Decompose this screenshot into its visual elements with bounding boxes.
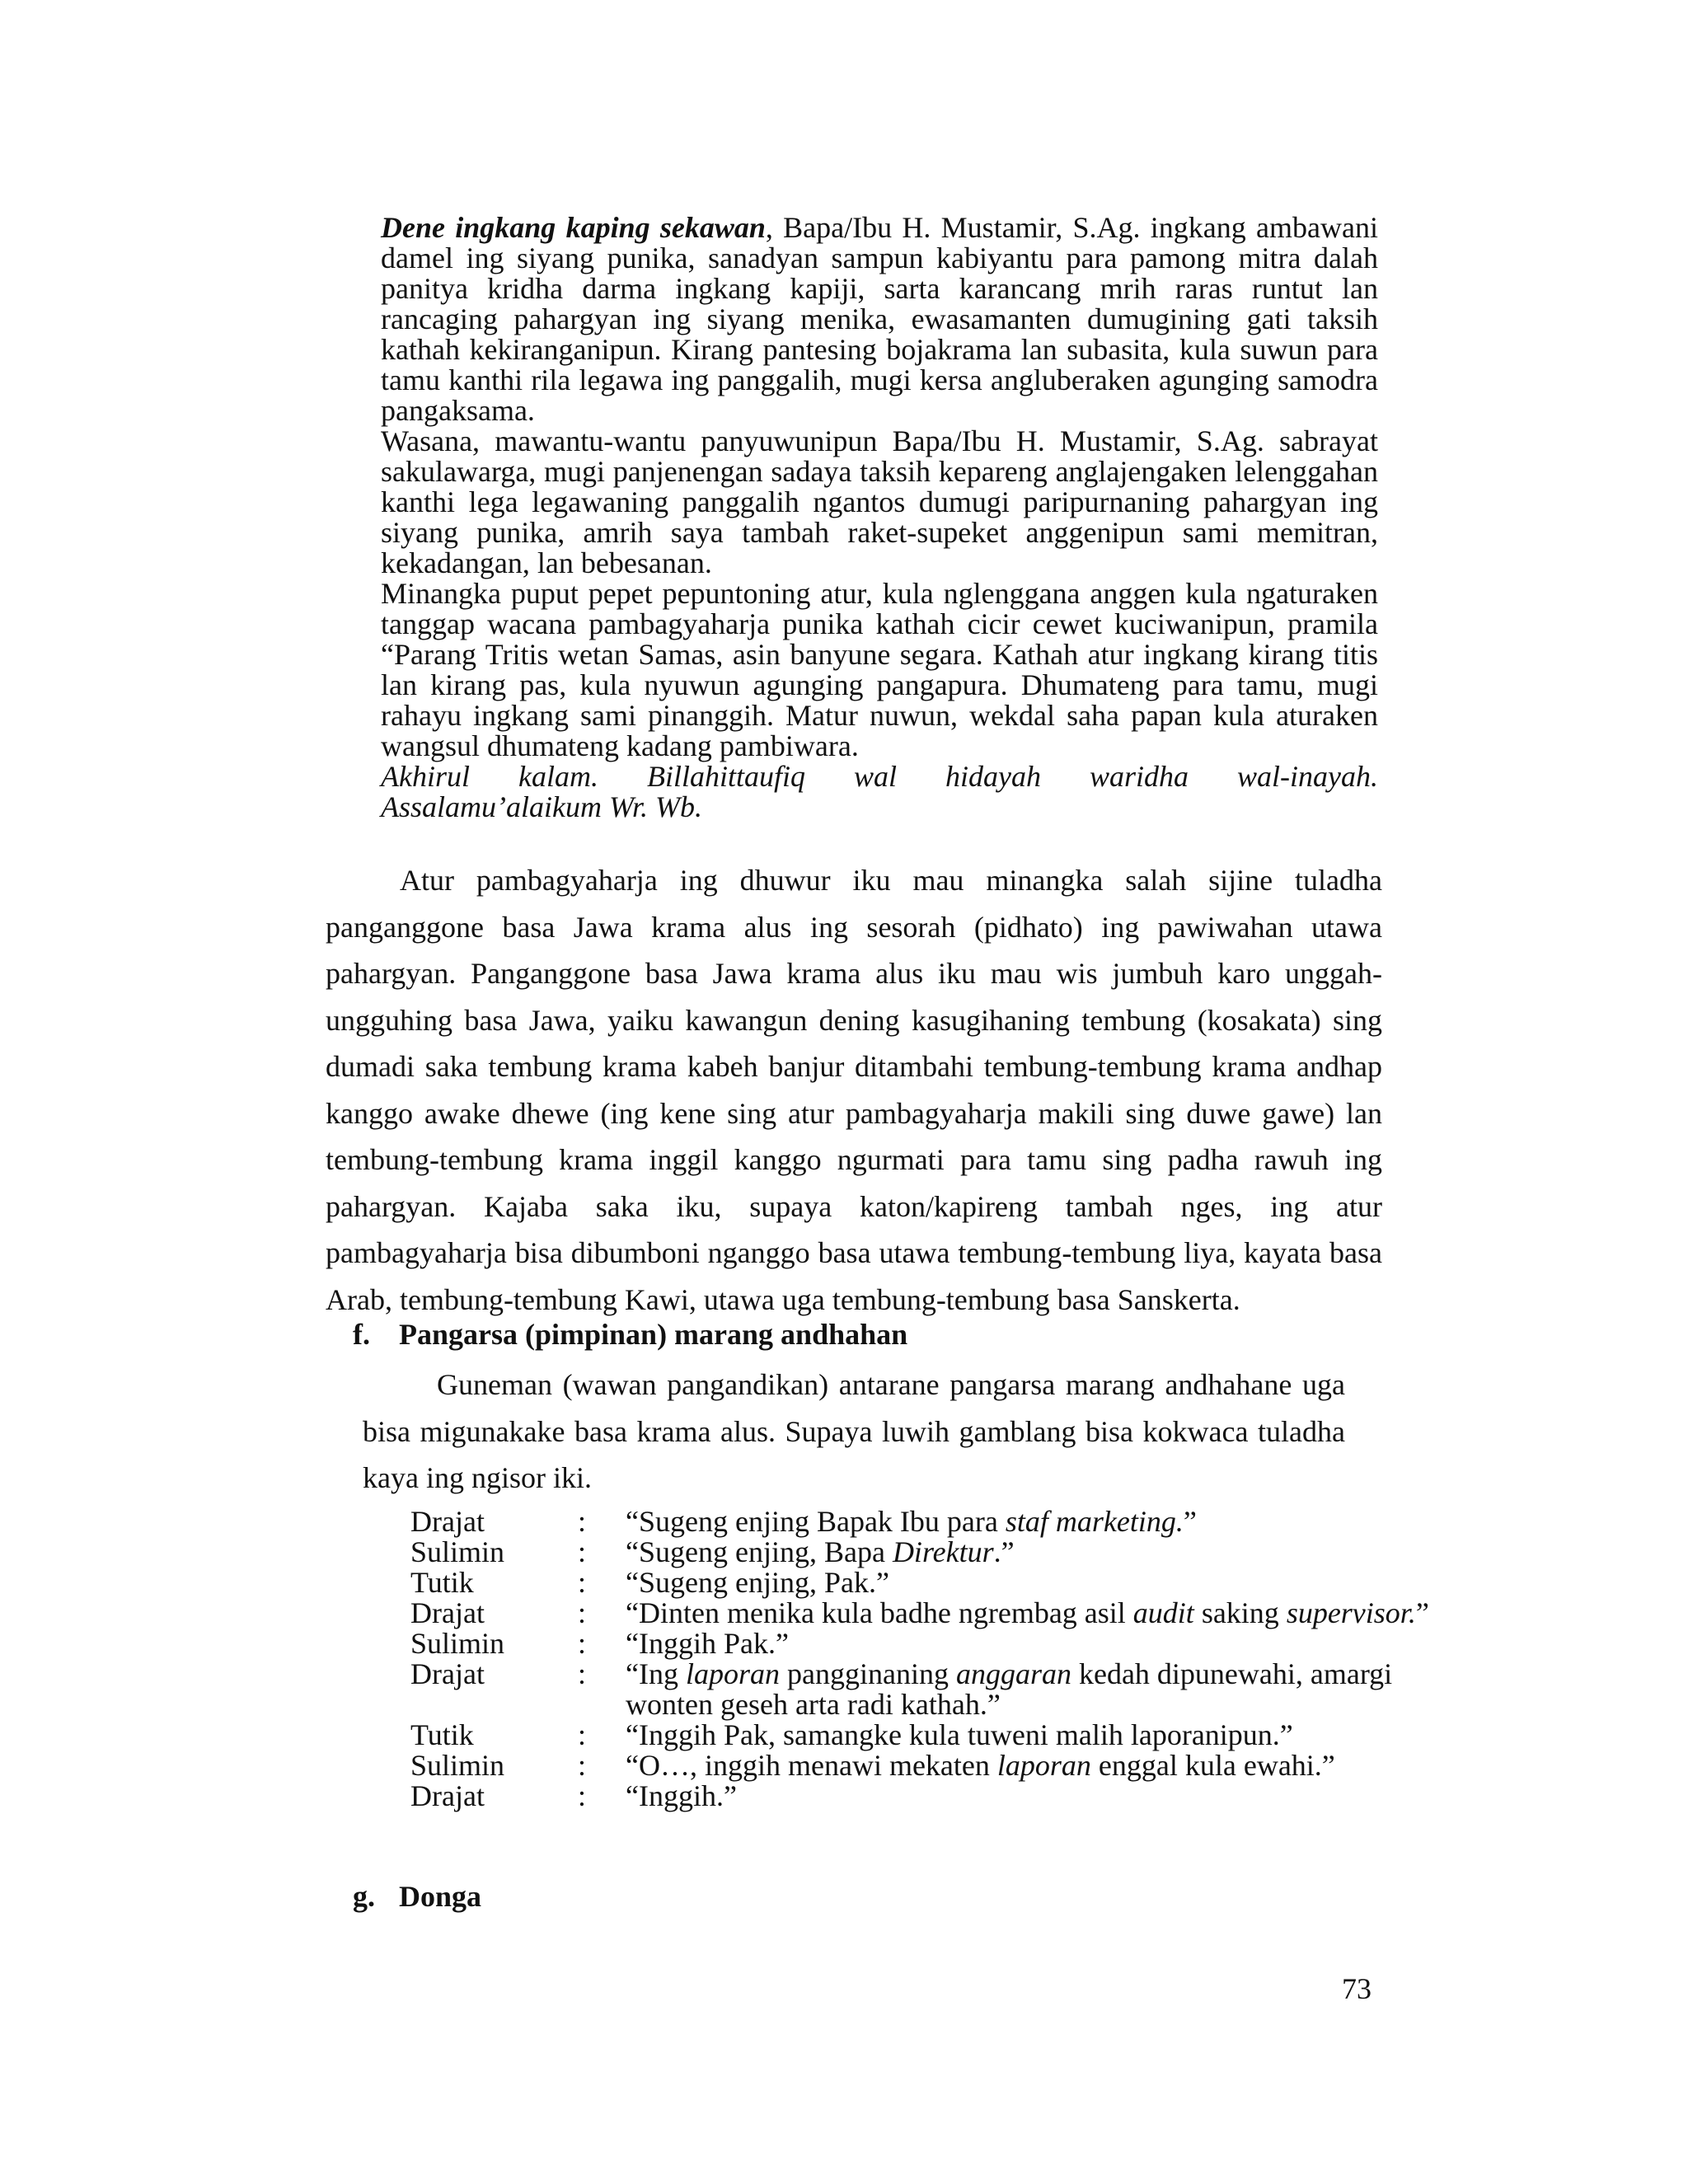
dialogue-speaker: Tutik — [410, 1718, 474, 1751]
speech-quotation — [381, 213, 1378, 823]
section-title: Donga — [399, 1880, 482, 1913]
dialogue-row — [410, 1750, 1441, 1781]
dialogue-colon: : — [578, 1566, 587, 1599]
dialogue-row — [410, 1568, 1441, 1598]
dialogue-speaker: Tutik — [410, 1566, 474, 1599]
italic-term: audit — [1132, 1596, 1194, 1629]
quote-closing-line: Akhirul kalam. Billahittaufiq wal hidayah waridha wal-inayah. — [381, 760, 1378, 793]
dialogue-colon: : — [578, 1505, 587, 1538]
dialogue-utterance — [626, 1659, 1441, 1720]
utterance-text: kedah dipunewahi, amargi wonten geseh arta radi kathah.” — [626, 1657, 1393, 1721]
utterance-text: pangginaning — [779, 1657, 956, 1690]
dialogue-speaker: Sulimin — [410, 1749, 505, 1782]
dialogue-row — [410, 1598, 1441, 1629]
quote-paragraph-1 — [381, 213, 1378, 426]
utterance-text: ” — [1183, 1505, 1197, 1538]
dialogue-utterance — [626, 1629, 1441, 1659]
page-number: 73 — [1342, 1972, 1372, 2005]
dialogue-row — [410, 1781, 1441, 1811]
dialogue-colon: : — [578, 1718, 587, 1751]
dialogue-table — [410, 1507, 1441, 1811]
dialogue-utterance — [626, 1568, 1441, 1598]
utterance-text: “Inggih.” — [626, 1779, 737, 1812]
dialogue-row — [410, 1659, 1441, 1720]
dialogue-speaker: Drajat — [410, 1657, 485, 1690]
dialogue-colon: : — [578, 1779, 587, 1812]
italic-term: Direktur — [892, 1535, 994, 1568]
section-marker: g. — [353, 1880, 375, 1913]
quote-paragraph-3: Minangka puput pepet pepuntoning atur, kula nglenggana anggen kula ngaturaken tanggap wacana pambagyaharja punika kathah cicir cewet kuciwanipun, pramila “Parang Tritis wetan Samas, asin banyune segara. Kathah atur ingkang kirang titis lan kirang pas, kula nyuwun agunging pangapura. Dhumateng para tamu, mugi rahayu ingkang sami pinanggih. Matur nuwun, wekdal saha papan kula aturaken wangsul dhumateng kadang pambiwara. — [381, 577, 1378, 762]
dialogue-utterance — [626, 1750, 1441, 1781]
italic-term: laporan — [996, 1749, 1091, 1782]
quote-greeting: Assalamu’alaikum Wr. Wb. — [381, 790, 702, 823]
dialogue-speaker: Drajat — [410, 1596, 485, 1629]
quote-paragraph-1-text: , Bapa/Ibu H. Mustamir, S.Ag. ingkang ambawani damel ing siyang punika, sanadyan sampun kabiyantu para pamong mitra dalah panitya kridha darma ingkang kapiji, sarta karancang mrih raras runtut lan rancaging pahargyan ing siyang menika, ewasamanten dumugining gati taksih kathah kekiranganipun. Kirang pantesing bojakrama lan subasita, kula suwun para tamu kanthi rila legawa ing panggalih, mugi kersa angluberaken agunging samodra pangaksama. — [381, 211, 1378, 427]
dialogue-colon: : — [578, 1627, 587, 1660]
dialogue-speaker: Drajat — [410, 1505, 485, 1538]
dialogue-speaker: Drajat — [410, 1779, 485, 1812]
dialogue-colon: : — [578, 1596, 587, 1629]
dialogue-speaker: Sulimin — [410, 1535, 505, 1568]
dialogue-colon: : — [578, 1657, 587, 1690]
utterance-text: “Sugeng enjing, Pak.” — [626, 1566, 889, 1599]
dialogue-utterance — [626, 1720, 1441, 1750]
utterance-text: .” — [993, 1535, 1015, 1568]
section-heading-f — [353, 1317, 907, 1352]
utterance-text: ” — [1415, 1596, 1429, 1629]
dialogue-row — [410, 1720, 1441, 1750]
utterance-text: “Dinten menika kula badhe ngrembag asil — [626, 1596, 1133, 1629]
dialogue-row — [410, 1537, 1441, 1568]
section-title: Pangarsa (pimpinan) marang andhahan — [399, 1318, 908, 1351]
utterance-text: “Sugeng enjing Bapak Ibu para — [626, 1505, 1006, 1538]
dialogue-utterance — [626, 1598, 1441, 1629]
dialogue-speaker: Sulimin — [410, 1627, 505, 1660]
italic-term: staf marketing. — [1005, 1505, 1184, 1538]
section-f-paragraph: Guneman (wawan pangandikan) antarane pangarsa marang andhahane uga bisa migunakake basa krama alus. Supaya luwih gamblang bisa kokwaca tuladha kaya ing ngisor iki. — [363, 1368, 1345, 1494]
dialogue-colon: : — [578, 1749, 587, 1782]
dialogue-utterance — [626, 1781, 1441, 1811]
section-heading-g — [353, 1879, 481, 1914]
dialogue-row — [410, 1629, 1441, 1659]
utterance-text: “Inggih Pak.” — [626, 1627, 789, 1660]
dialogue-utterance — [626, 1537, 1441, 1568]
utterance-text: saking — [1193, 1596, 1287, 1629]
quote-paragraph-2: Wasana, mawantu-wantu panyuwunipun Bapa/Ibu H. Mustamir, S.Ag. sabrayat sakulawarga, mugi panjenengan sadaya taksih kepareng anglajengaken lelenggahan kanthi lega legawaning panggalih ngantos dumugi paripurnaning pahargyan ing siyang punika, amrih saya tambah raket-supeket anggenipun sami memitran, kekadangan, lan bebesanan. — [381, 424, 1378, 579]
utterance-text: “Sugeng enjing, Bapa — [626, 1535, 893, 1568]
utterance-text: “O…, inggih menawi mekaten — [626, 1749, 997, 1782]
dialogue-row — [410, 1507, 1441, 1537]
italic-term: supervisor. — [1286, 1596, 1416, 1629]
section-marker: f. — [353, 1318, 370, 1351]
utterance-text: “Ing — [626, 1657, 686, 1690]
body-paragraph: Atur pambagyaharja ing dhuwur iku mau minangka salah sijine tuladha panganggone basa Jawa krama alus ing sesorah (pidhato) ing pawiwahan utawa pahargyan. Panganggone basa Jawa krama alus iku mau wis jumbuh karo unggah-ungguhing basa Jawa, yaiku kawangun dening kasugihaning tembung (kosakata) sing dumadi saka tembung krama kabeh banjur ditambahi tembung-tembung krama andhap kanggo awake dhewe (ing kene sing atur pambagyaharja makili sing duwe gawe) lan tembung-tembung krama inggil kanggo ngurmati para tamu sing padha rawuh ing pahargyan. Kajaba saka iku, supaya katon/kapireng tambah nges, ing atur pambagyaharja bisa dibumboni nganggo basa utawa tembung-tembung liya, kayata basa Arab, tembung-tembung Kawi, utawa uga tembung-tembung basa Sanskerta. — [326, 864, 1382, 1316]
utterance-text: enggal kula ewahi.” — [1090, 1749, 1335, 1782]
italic-term: laporan — [685, 1657, 780, 1690]
italic-term: anggaran — [955, 1657, 1071, 1690]
quote-lead-phrase: Dene ingkang kaping sekawan — [381, 211, 766, 244]
dialogue-utterance — [626, 1507, 1441, 1537]
utterance-text: “Inggih Pak, samangke kula tuweni malih laporanipun.” — [626, 1718, 1293, 1751]
dialogue-colon: : — [578, 1535, 587, 1568]
